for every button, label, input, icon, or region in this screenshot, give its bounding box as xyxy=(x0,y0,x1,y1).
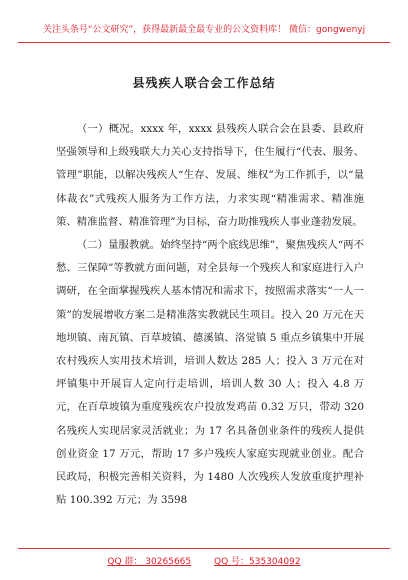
paragraph-poverty-relief: （二）量服教就。始终坚持“两个底线思维”，聚焦残疾人“两不愁、三保障”等教就方面问题，对全县每一个残疾人和家庭进行入户调研，在全面掌握残疾人基本情况和需求下，按照需求落实“一人一策”的发展增收方案二是精准落实教就民生项目。投入 20 万元在天地坝镇、南瓦镇、百草坡镇、德溪镇、洛觉镇 5 重点乡镇集中开展农村残疾人实用技术培训，培训人数达 285 人；投入 3 万元在对坪镇集中开展盲人定向行走培训，培训人数 30 人；投入 4.8 万元，在百草坡镇为重度残疾农户投放发鸡苗 0.32 万只，带动 320 名残疾人实现居家灵活就业；为 17 名具备创业条件的残疾人提供创业资金 17 万元，帮助 17 多户残疾人家庭实现就业创业。配合民政局，积极完善相关资料，为 1480 人次残疾人发放重度护理补贴 100.392 万元；为 3598 xyxy=(56,239,364,507)
footer-qq-group[interactable]: QQ 群： 30265665 xyxy=(107,557,192,567)
document-body xyxy=(56,118,364,512)
footer-qq-number[interactable]: QQ 号：535304092 xyxy=(214,557,301,567)
footer-contacts xyxy=(0,554,408,567)
header-divider xyxy=(18,42,390,43)
footer-divider xyxy=(18,548,390,549)
document-title: 县残疾人联合会工作总结 xyxy=(132,76,276,90)
header-notice: 关注头条号“公文研究”，获得最新最全最专业的公文资料库！ 微信：gongwenyj xyxy=(42,25,366,35)
paragraph-overview: （一）概况。xxxx 年，xxxx 县残疾人联合会在县委、县政府坚强领导和上级残联大力关心支持指导下，住生履行“代表、服务、管理”职能，以解决残疾人“生存、发展、维权”为工作抓手，以“量体裁衣”式残疾人服务为工作方法，力求实现“精准需求、精准施策、精准监督、精准管理”为目标，奋力助推残疾人事业蓬勃发展。 xyxy=(56,123,364,228)
